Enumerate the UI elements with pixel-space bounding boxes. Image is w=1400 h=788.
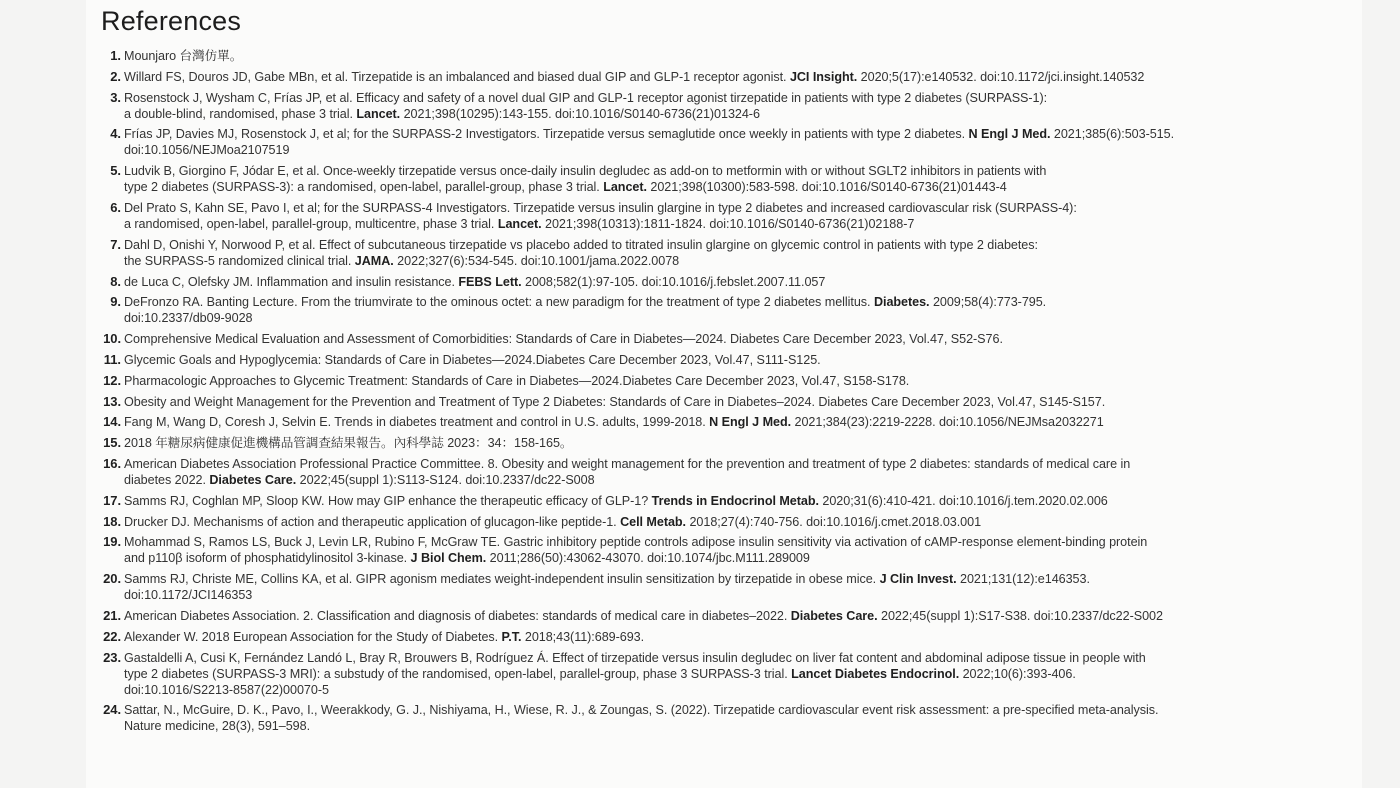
reference-segment: Samms RJ, Coghlan MP, Sloop KW. How may GIP enhance the therapeutic efficacy of GLP-1?	[124, 493, 652, 508]
reference-segment: American Diabetes Association. 2. Classification and diagnosis of diabetes: standards of medical care in diabetes–2022.	[124, 608, 791, 623]
reference-segment: 2018;43(11):689-693.	[521, 629, 645, 644]
reference-item	[93, 126, 1348, 158]
page-title: References	[101, 6, 242, 36]
reference-segment: the SURPASS-5 randomized clinical trial.	[124, 253, 355, 268]
reference-segment: doi:10.2337/db09-9028	[124, 311, 253, 326]
reference-number: 3.	[110, 89, 121, 105]
journal-name: Diabetes Care.	[209, 472, 297, 487]
reference-text	[124, 237, 1348, 269]
reference-segment: Ludvik B, Giorgino F, Jódar E, et al. Once-weekly tirzepatide versus once-daily insulin degludec as add-on to metformin with or without SGLT2 inhibitors in patients with	[124, 164, 1047, 179]
reference-item	[93, 352, 1348, 368]
reference-segment: Fang M, Wang D, Coresh J, Selvin E. Trends in diabetes treatment and control in U.S. adults, 1999-2018.	[124, 415, 710, 430]
reference-number: 6.	[110, 199, 121, 215]
reference-segment: 2020;5(17):e140532. doi:10.1172/jci.insight.140532	[857, 69, 1145, 84]
reference-segment: Mohammad S, Ramos LS, Buck J, Levin LR, Rubino F, McGraw TE. Gastric inhibitory peptide controls adipose insulin sensitivity via activation of cAMP-response element-binding protein	[124, 535, 1148, 550]
reference-segment: doi:10.1056/NEJMoa2107519	[124, 143, 290, 158]
reference-text	[124, 331, 1348, 347]
reference-segment: Obesity and Weight Management for the Prevention and Treatment of Type 2 Diabetes: Standards of Care in Diabetes–2024. Diabetes Care December 2023, Vol.47, S145-S157.	[124, 394, 1106, 409]
reference-item	[93, 163, 1348, 195]
reference-segment: 2022;45(suppl 1):S113-S124. doi:10.2337/dc22-S008	[296, 472, 595, 487]
reference-text	[124, 352, 1348, 368]
journal-name: P.T.	[501, 629, 522, 644]
reference-number: 4.	[110, 126, 121, 142]
reference-number: 9.	[110, 294, 121, 310]
reference-text	[124, 456, 1348, 488]
reference-segment: 2022;327(6):534-545. doi:10.1001/jama.2022.0078	[393, 253, 680, 268]
reference-segment: 2021;398(10300):583-598. doi:10.1016/S0140-6736(21)01443-4	[646, 180, 1007, 195]
reference-segment: doi:10.1016/S2213-8587(22)00070-5	[124, 682, 329, 697]
reference-text	[124, 373, 1348, 389]
reference-text	[124, 414, 1348, 430]
reference-number: 7.	[110, 236, 121, 252]
reference-segment: 2021;398(10313):1811-1824. doi:10.1016/S0140-6736(21)02188-7	[541, 216, 915, 231]
reference-text	[124, 608, 1348, 624]
reference-segment: Samms RJ, Christe ME, Collins KA, et al. GIPR agonism mediates weight-independent insulin sensitization by tirzepatide in obese mice.	[124, 572, 880, 587]
journal-name: Lancet.	[497, 216, 542, 231]
reference-segment: Gastaldelli A, Cusi K, Fernández Landó L, Bray R, Brouwers B, Rodríguez Á. Effect of tirzepatide versus insulin degludec on liver fat content and abdominal adipose tissue in people with	[124, 650, 1146, 665]
reference-item	[93, 493, 1348, 509]
journal-name: JAMA.	[354, 253, 394, 268]
reference-item	[93, 650, 1348, 698]
reference-segment: 2018;27(4):740-756. doi:10.1016/j.cmet.2018.03.001	[686, 514, 982, 529]
reference-number: 18.	[103, 513, 121, 529]
reference-number: 24.	[103, 702, 121, 718]
journal-name: N Engl J Med.	[709, 415, 792, 430]
reference-text	[124, 493, 1348, 509]
reference-text	[124, 514, 1348, 530]
journal-name: Trends in Endocrinol Metab.	[651, 493, 819, 508]
reference-text	[124, 274, 1348, 290]
journal-name: FEBS Lett.	[458, 274, 522, 289]
reference-number: 10.	[103, 331, 121, 347]
reference-item	[93, 414, 1348, 430]
reference-segment: and p110β isoform of phosphatidylinositol 3-kinase.	[124, 551, 411, 566]
reference-segment: diabetes 2022.	[124, 472, 210, 487]
reference-segment: a double-blind, randomised, phase 3 trial.	[124, 106, 357, 121]
reference-segment: Drucker DJ. Mechanisms of action and therapeutic application of glucagon-like peptide-1.	[124, 514, 621, 529]
reference-number: 16.	[103, 455, 121, 471]
reference-item	[93, 90, 1348, 122]
reference-item	[93, 69, 1348, 85]
reference-list	[93, 48, 1348, 739]
reference-segment: DeFronzo RA. Banting Lecture. From the triumvirate to the ominous octet: a new paradigm for the treatment of type 2 diabetes mellitus.	[124, 295, 874, 310]
reference-item	[93, 394, 1348, 410]
reference-item	[93, 456, 1348, 488]
reference-segment: a randomised, open-label, parallel-group, multicentre, phase 3 trial.	[124, 216, 498, 231]
reference-segment: Del Prato S, Kahn SE, Pavo I, et al; for the SURPASS-4 Investigators. Tirzepatide versus insulin glargine in type 2 diabetes and increased cardiovascular risk (SURPASS-4):	[124, 200, 1077, 215]
reference-item	[93, 702, 1348, 734]
reference-number: 8.	[110, 273, 121, 289]
reference-item	[93, 435, 1348, 451]
reference-item	[93, 514, 1348, 530]
reference-text	[124, 435, 1348, 451]
reference-text	[124, 200, 1348, 232]
reference-segment: Willard FS, Douros JD, Gabe MBn, et al. Tirzepatide is an imbalanced and biased dual GIP and GLP-1 receptor agonist.	[124, 69, 790, 84]
journal-name: Lancet.	[356, 106, 401, 121]
reference-number: 12.	[103, 372, 121, 388]
reference-segment: de Luca C, Olefsky JM. Inflammation and insulin resistance.	[124, 274, 459, 289]
reference-text	[124, 48, 1348, 64]
reference-segment: Alexander W. 2018 European Association for the Study of Diabetes.	[124, 629, 502, 644]
reference-segment: Nature medicine, 28(3), 591–598.	[124, 719, 311, 734]
reference-text	[124, 69, 1348, 85]
journal-name: Cell Metab.	[620, 514, 687, 529]
reference-item	[93, 373, 1348, 389]
reference-segment: Comprehensive Medical Evaluation and Assessment of Comorbidities: Standards of Care in Diabetes—2024. Diabetes Care December 2023, Vol.47, S52-S76.	[124, 332, 1003, 347]
reference-number: 11.	[103, 351, 121, 367]
reference-segment: 2021;385(6):503-515.	[1050, 127, 1175, 142]
reference-number: 13.	[103, 393, 121, 409]
reference-number: 2.	[110, 68, 121, 84]
reference-number: 21.	[103, 607, 121, 623]
reference-item	[93, 200, 1348, 232]
journal-name: J Biol Chem.	[410, 551, 487, 566]
reference-text	[124, 394, 1348, 410]
journal-name: Lancet.	[603, 180, 647, 195]
reference-segment: Glycemic Goals and Hypoglycemia: Standards of Care in Diabetes—2024.Diabetes Care December 2023, Vol.47, S111-S125.	[124, 352, 821, 367]
reference-segment: Pharmacologic Approaches to Glycemic Treatment: Standards of Care in Diabetes—2024.Diabetes Care December 2023, Vol.47, S158-S178.	[124, 373, 910, 388]
reference-item	[93, 237, 1348, 269]
reference-segment: 2008;582(1):97-105. doi:10.1016/j.febslet.2007.11.057	[521, 274, 826, 289]
reference-segment: type 2 diabetes (SURPASS-3 MRI): a substudy of the randomised, open-label, parallel-group, phase 3 SURPASS-3 trial.	[124, 666, 792, 681]
reference-segment: 2018 年糖尿病健康促進機構品管調查結果報告。內科學誌 2023：34：158-165。	[124, 436, 573, 451]
reference-text	[124, 534, 1348, 566]
reference-text	[124, 629, 1348, 645]
reference-item	[93, 274, 1348, 290]
reference-segment: Sattar, N., McGuire, D. K., Pavo, I., Weerakkody, G. J., Nishiyama, H., Wiese, R. J., & Zoungas, S. (2022). Tirzepatide cardiovascular event risk assessment: a pre-specified meta-analysis.	[124, 703, 1159, 718]
reference-segment: 2020;31(6):410-421. doi:10.1016/j.tem.2020.02.006	[818, 493, 1108, 508]
reference-number: 15.	[103, 435, 121, 451]
reference-item	[93, 534, 1348, 566]
reference-number: 19.	[103, 534, 121, 550]
reference-segment: 2021;398(10295):143-155. doi:10.1016/S0140-6736(21)01324-6	[400, 106, 760, 121]
reference-segment: 2021;131(12):e146353.	[956, 572, 1090, 587]
reference-segment: Dahl D, Onishi Y, Norwood P, et al. Effect of subcutaneous tirzepatide vs placebo added to titrated insulin glargine on glycemic control in patients with type 2 diabetes:	[124, 237, 1038, 252]
reference-number: 1.	[110, 48, 121, 63]
reference-segment: 2011;286(50):43062-43070. doi:10.1074/jbc.M111.289009	[486, 551, 810, 566]
reference-segment: 2021;384(23):2219-2228. doi:10.1056/NEJMsa2032271	[791, 415, 1104, 430]
reference-number: 14.	[103, 414, 121, 430]
reference-segment: 2022;45(suppl 1):S17-S38. doi:10.2337/dc22-S002	[877, 608, 1163, 623]
reference-text	[124, 294, 1348, 326]
reference-text	[124, 90, 1348, 122]
reference-item	[93, 629, 1348, 645]
reference-number: 17.	[103, 492, 121, 508]
reference-segment: Mounjaro 台灣仿單。	[124, 49, 243, 63]
reference-segment: type 2 diabetes (SURPASS-3): a randomised, open-label, parallel-group, phase 3 trial.	[124, 180, 604, 195]
reference-number: 5.	[110, 163, 121, 179]
reference-item	[93, 571, 1348, 603]
reference-segment: Frías JP, Davies MJ, Rosenstock J, et al; for the SURPASS-2 Investigators. Tirzepatide versus semaglutide once weekly in patients with type 2 diabetes.	[124, 127, 969, 142]
reference-segment: American Diabetes Association Professional Practice Committee. 8. Obesity and weight management for the prevention and treatment of type 2 diabetes: standards of medical care in	[124, 456, 1131, 471]
reference-text	[124, 571, 1348, 603]
reference-item	[93, 608, 1348, 624]
reference-text	[124, 126, 1348, 158]
reference-item	[93, 331, 1348, 347]
reference-segment: Rosenstock J, Wysham C, Frías JP, et al. Efficacy and safety of a novel dual GIP and GLP-1 receptor agonist tirzepatide in patients with type 2 diabetes (SURPASS-1):	[124, 90, 1048, 105]
journal-name: Diabetes.	[873, 295, 930, 310]
reference-segment: 2009;58(4):773-795.	[929, 295, 1047, 310]
journal-name: N Engl J Med.	[968, 127, 1051, 142]
journal-name: Diabetes Care.	[790, 608, 878, 623]
reference-number: 23.	[103, 649, 121, 665]
reference-item	[93, 294, 1348, 326]
reference-segment: 2022;10(6):393-406.	[959, 666, 1076, 681]
reference-item	[93, 48, 1348, 64]
reference-segment: doi:10.1172/JCI146353	[124, 588, 253, 603]
journal-name: JCI Insight.	[789, 69, 858, 84]
reference-number: 22.	[103, 628, 121, 644]
reference-text	[124, 163, 1348, 195]
reference-text	[124, 702, 1348, 734]
journal-name: J Clin Invest.	[879, 572, 957, 587]
journal-name: Lancet Diabetes Endocrinol.	[791, 666, 960, 681]
reference-number: 20.	[103, 571, 121, 587]
reference-text	[124, 650, 1348, 698]
